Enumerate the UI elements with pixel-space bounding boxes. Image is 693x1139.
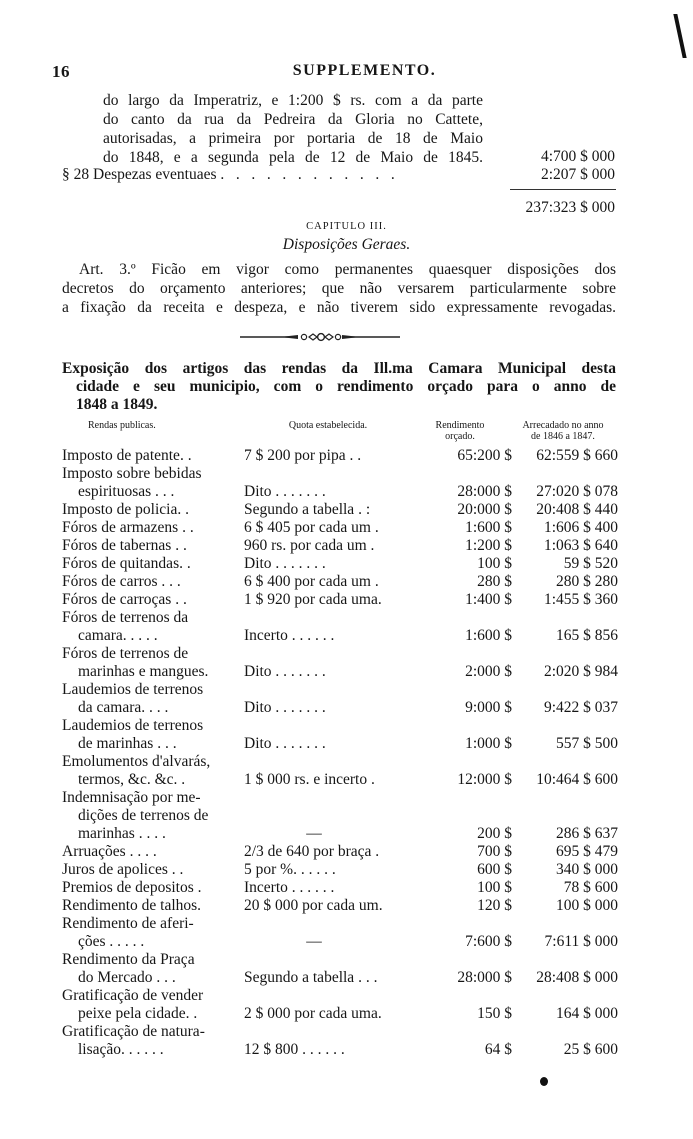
table-row — [62, 933, 618, 951]
article-line: a fixação da receita e despeza, e não tiverem sido expressamente revogadas. — [62, 299, 616, 316]
column-header-text: Rendimento — [435, 420, 485, 431]
arrecadado-cell: 7:611 $ 000 — [544, 933, 618, 950]
chapter-title: Disposições Geraes. — [282, 236, 411, 253]
renda-name: do Mercado . . . — [78, 969, 176, 986]
quota-cell: Dito . . . . . . . — [244, 663, 326, 680]
renda-name: Fóros de tabernas . . — [62, 537, 187, 554]
renda-name: espirituosas . . . — [78, 483, 175, 500]
quota-cell: — — [306, 825, 322, 842]
renda-name: camara. . . . . — [78, 627, 158, 644]
column-header-text: Rendas publicas. — [88, 420, 156, 431]
orcado-cell: 65:200 $ — [457, 447, 512, 464]
table-heading — [62, 360, 616, 414]
article-paragraph — [62, 260, 616, 317]
article-line: Art. 3.º Ficão em vigor como permanentes quaesquer disposições dos — [79, 261, 616, 278]
continuation-paragraph — [103, 91, 483, 167]
table-row — [62, 717, 618, 735]
renda-name: Rendimento da Praça — [62, 951, 195, 968]
renda-name: dições de terrenos de — [78, 807, 209, 824]
heading-line: 1848 a 1849. — [76, 396, 158, 413]
quota-cell: 7 $ 200 por pipa . . — [244, 447, 362, 464]
orcado-cell: 1:600 $ — [465, 519, 512, 536]
table-row — [62, 843, 618, 861]
quota-cell: 5 por %. . . . . . — [244, 861, 336, 878]
table-row — [62, 753, 618, 771]
table-row — [62, 609, 618, 627]
arrecadado-cell: 10:464 $ 600 — [536, 771, 618, 788]
orcado-cell: 1:000 $ — [465, 735, 512, 752]
section-28 — [62, 166, 395, 184]
column-header-text: de 1846 a 1847. — [531, 431, 595, 442]
renda-name: termos, &c. &c. . — [78, 771, 186, 788]
continuation-amount: 4:700 $ 000 — [540, 148, 615, 165]
sum-rule — [510, 189, 616, 190]
table-row — [62, 915, 618, 933]
renda-name: Gratificação de vender — [62, 987, 204, 1004]
renda-name: Laudemios de terrenos — [62, 717, 204, 734]
table-row — [62, 483, 618, 501]
table-row — [62, 537, 618, 555]
renda-name: ções . . . . . — [78, 933, 145, 950]
continuation-line: do 1848, e a segunda pela de 12 de Maio de 1845. — [103, 149, 483, 166]
renda-name: peixe pela cidade. . — [78, 1005, 198, 1022]
renda-name: Fóros de quitandas. . — [62, 555, 191, 572]
quota-cell: Segundo a tabella . . . — [244, 969, 378, 986]
table-row — [62, 897, 618, 915]
page-number: 16 — [52, 62, 70, 81]
renda-name: Gratificação de natura- — [62, 1023, 205, 1040]
orcado-cell: 12:000 $ — [457, 771, 512, 788]
arrecadado-cell: 78 $ 600 — [563, 879, 618, 896]
arrecadado-cell: 164 $ 000 — [556, 1005, 618, 1022]
quota-cell: Segundo a tabella . : — [244, 501, 371, 518]
column-header-orcado — [420, 420, 500, 442]
arrecadado-cell: 9:422 $ 037 — [543, 699, 618, 716]
renda-name: Fóros de terrenos da — [62, 609, 189, 626]
renda-name: Arruações . . . . — [62, 843, 157, 860]
renda-name: Laudemios de terrenos — [62, 681, 204, 698]
continuation-line: autorisadas, a primeira por portaria de 18 de Maio — [103, 130, 483, 147]
quota-cell: 20 $ 000 por cada um. — [244, 897, 383, 914]
arrecadado-cell: 165 $ 856 — [556, 627, 618, 644]
renda-name: Juros de apolices . . — [62, 861, 184, 878]
quota-cell: 1 $ 000 rs. e incerto . — [244, 771, 375, 788]
arrecadado-cell: 557 $ 500 — [556, 735, 618, 752]
renda-name: da camara. . . . — [78, 699, 169, 716]
table-row — [62, 1023, 618, 1041]
table-row — [62, 681, 618, 699]
column-header-text: Arrecadado no anno — [522, 420, 604, 431]
running-head — [0, 62, 693, 80]
quota-cell: 6 $ 405 por cada um . — [244, 519, 379, 536]
arrecadado-cell: 1:455 $ 360 — [543, 591, 618, 608]
quota-cell: Incerto . . . . . . — [244, 627, 335, 644]
renda-name: Indemnisação por me- — [62, 789, 201, 806]
arrecadado-cell: 59 $ 520 — [563, 555, 618, 572]
arrecadado-cell: 2:020 $ 984 — [543, 663, 618, 680]
rendas-table — [62, 447, 618, 1059]
table-row — [62, 825, 618, 843]
quota-cell: — — [306, 933, 322, 950]
table-row — [62, 501, 618, 519]
arrecadado-cell: 27:020 $ 078 — [536, 483, 618, 500]
renda-name: marinhas e mangues. — [78, 663, 209, 680]
orcado-cell: 1:200 $ — [465, 537, 512, 554]
arrecadado-cell: 100 $ 000 — [556, 897, 618, 914]
quota-cell: 2/3 de 640 por braça . — [244, 843, 380, 860]
orcado-cell: 7:600 $ — [465, 933, 512, 950]
arrecadado-cell: 695 $ 479 — [556, 843, 618, 860]
renda-name: Fóros de carroças . . — [62, 591, 187, 608]
dot-leader: . . . . . . . . . . . . — [216, 166, 395, 183]
arrecadado-cell: 280 $ 280 — [556, 573, 618, 590]
arrecadado-cell: 1:063 $ 640 — [543, 537, 618, 554]
quota-cell: Dito . . . . . . . — [244, 699, 326, 716]
table-row — [62, 555, 618, 573]
renda-name: Fóros de armazens . . — [62, 519, 194, 536]
table-row — [62, 627, 618, 645]
orcado-cell: 100 $ — [477, 555, 512, 572]
arrecadado-cell: 28:408 $ 000 — [536, 969, 618, 986]
section-text: Despezas eventuaes — [93, 166, 217, 183]
renda-name: Premios de depositos . — [62, 879, 202, 896]
table-row — [62, 1041, 618, 1059]
quota-cell: Dito . . . . . . . — [244, 735, 326, 752]
total-amount: 237:323 $ 000 — [525, 199, 615, 216]
orcado-cell: 200 $ — [477, 825, 512, 842]
table-row — [62, 987, 618, 1005]
orcado-cell: 100 $ — [477, 879, 512, 896]
table-row — [62, 663, 618, 681]
renda-name: de marinhas . . . — [78, 735, 177, 752]
heading-line: Exposição dos artigos das rendas da Ill.ma Camara Municipal desta — [62, 360, 616, 377]
arrecadado-cell: 340 $ 000 — [556, 861, 618, 878]
quota-cell: Dito . . . . . . . — [244, 483, 326, 500]
renda-name: Fóros de carros . . . — [62, 573, 181, 590]
orcado-cell: 1:600 $ — [465, 627, 512, 644]
orcado-cell: 150 $ — [477, 1005, 512, 1022]
continuation-line: do largo da Imperatriz, e 1:200 $ rs. com a da parte — [103, 92, 483, 109]
arrecadado-cell: 62:559 $ 660 — [536, 447, 618, 464]
orcado-cell: 700 $ — [477, 843, 512, 860]
heading-line: cidade e seu municipio, com o rendimento orçado para o anno de — [76, 378, 616, 395]
quota-cell: Incerto . . . . . . — [244, 879, 335, 896]
column-header-quota — [268, 420, 388, 431]
quota-cell: 960 rs. por cada um . — [244, 537, 375, 554]
ornament-divider — [240, 332, 400, 342]
continuation-line: do canto da rua da Pedreira da Gloria no Cattete, — [103, 111, 483, 128]
renda-name: Emolumentos d'alvarás, — [62, 753, 211, 770]
table-row — [62, 519, 618, 537]
arrecadado-cell: 1:606 $ 400 — [543, 519, 618, 536]
orcado-cell: 280 $ — [477, 573, 512, 590]
column-header-rendas — [88, 420, 198, 431]
section-label: § 28 — [62, 166, 90, 183]
table-row — [62, 969, 618, 987]
table-row — [62, 699, 618, 717]
renda-name: marinhas . . . . — [78, 825, 166, 842]
renda-name: Rendimento de talhos. — [62, 897, 202, 914]
orcado-cell: 28:000 $ — [457, 483, 512, 500]
arrecadado-cell: 20:408 $ 440 — [536, 501, 618, 518]
renda-name: Imposto de policia. . — [62, 501, 189, 518]
orcado-cell: 9:000 $ — [465, 699, 512, 716]
quota-cell: 2 $ 000 por cada uma. — [244, 1005, 382, 1022]
scan-edge-mark — [673, 14, 686, 58]
table-row — [62, 1005, 618, 1023]
quota-cell: Dito . . . . . . . — [244, 555, 326, 572]
table-row — [62, 735, 618, 753]
column-header-arrecadado — [508, 420, 618, 442]
table-row — [62, 879, 618, 897]
arrecadado-cell: 25 $ 600 — [563, 1041, 618, 1058]
chapter-label: CAPITULO III. — [306, 221, 387, 232]
table-row — [62, 645, 618, 663]
orcado-cell: 600 $ — [477, 861, 512, 878]
orcado-cell: 120 $ — [477, 897, 512, 914]
article-line: decretos do orçamento anteriores; que não versarem particularmente sobre — [62, 280, 616, 297]
running-head-text: SUPPLEMENTO. — [292, 62, 437, 79]
table-row — [62, 951, 618, 969]
ink-dot — [540, 1077, 548, 1086]
renda-name: Imposto de patente. . — [62, 447, 192, 464]
renda-name: lisação. . . . . . — [78, 1041, 164, 1058]
table-row — [62, 861, 618, 879]
quota-cell: 6 $ 400 por cada um . — [244, 573, 379, 590]
table-row — [62, 465, 618, 483]
renda-name: Imposto sobre bebidas — [62, 465, 202, 482]
renda-name: Rendimento de aferi- — [62, 915, 194, 932]
orcado-cell: 1:400 $ — [465, 591, 512, 608]
column-header-text: orçado. — [445, 431, 475, 442]
table-row — [62, 591, 618, 609]
column-header-text: Quota estabelecida. — [288, 420, 368, 431]
renda-name: Fóros de terrenos de — [62, 645, 189, 662]
orcado-cell: 64 $ — [484, 1041, 512, 1058]
orcado-cell: 20:000 $ — [457, 501, 512, 518]
table-row — [62, 789, 618, 807]
arrecadado-cell: 286 $ 637 — [556, 825, 618, 842]
quota-cell: 1 $ 920 por cada uma. — [244, 591, 382, 608]
orcado-cell: 28:000 $ — [457, 969, 512, 986]
table-row — [62, 447, 618, 465]
quota-cell: 12 $ 800 . . . . . . — [244, 1041, 345, 1058]
table-row — [62, 771, 618, 789]
orcado-cell: 2:000 $ — [465, 663, 512, 680]
table-row — [62, 573, 618, 591]
section-28-amount: 2:207 $ 000 — [540, 166, 615, 183]
table-row — [62, 807, 618, 825]
